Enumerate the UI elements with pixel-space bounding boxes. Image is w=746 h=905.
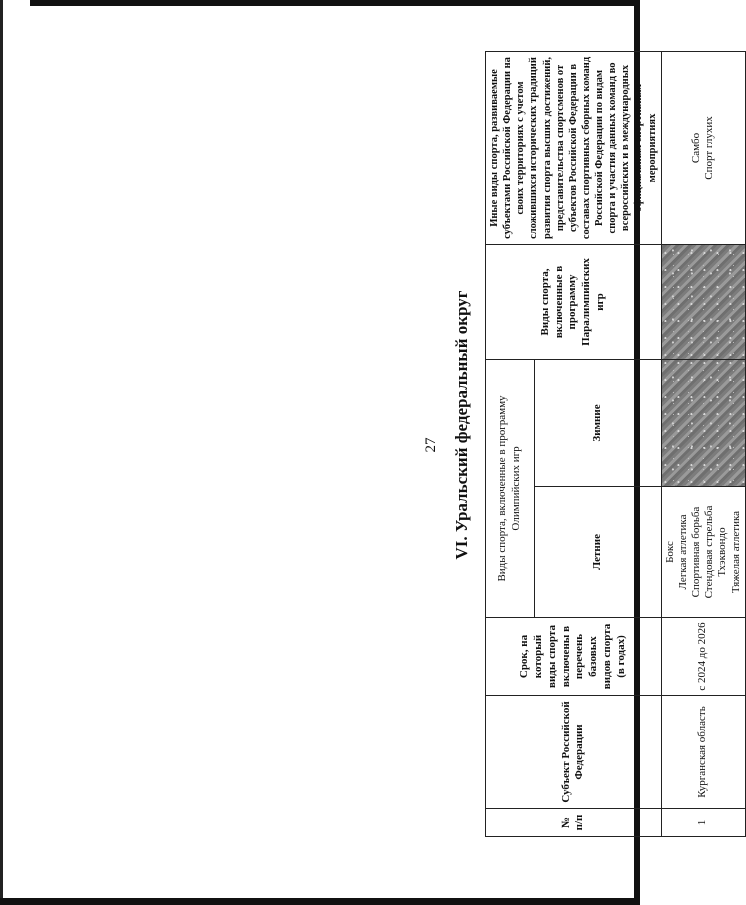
- summer-sport-item: Легкая атлетика: [676, 514, 689, 590]
- summer-sport-item: Тяжелая атлетика: [729, 510, 742, 594]
- cell-num: 1: [661, 809, 745, 837]
- page-number: 27: [423, 437, 439, 453]
- section-title: VI. Уральский федеральный округ: [452, 290, 471, 560]
- summer-sport-item: Спортивная борьба: [690, 506, 702, 598]
- summer-sport-item: Бокс: [663, 541, 676, 563]
- header-other-sports: Иные виды спорта, развиваемые субъектами Российской Федерации на своих территориях с учетом сложившихся исторических традиций развития спорта высших достижений, представительства спортсменов от субъектов Российской Федерации в составах спортивных сборных команд Российской Федерации по видам спорта и участия данных команд во всероссийских и в международных официальных спортивных мероприятиях: [486, 51, 662, 244]
- other-sport-item: Спорт глухих: [703, 116, 716, 180]
- header-num: № п/п: [486, 809, 662, 837]
- sports-table: [485, 51, 746, 837]
- cell-summer-sports: [661, 487, 745, 618]
- header-term: Срок, на который виды спорта включены в перечень базовых видов спорта (в годах): [486, 618, 662, 696]
- header-olympic-group: Виды спорта, включенные в программу Олимпийских игр: [486, 359, 535, 617]
- header-subject: Субъект Российской Федерации: [486, 696, 662, 809]
- header-paralympic: Виды спорта, включенные в программу Паралимпийских игр: [486, 244, 662, 359]
- cell-term: с 2024 до 2026: [661, 618, 745, 696]
- table-row: [661, 51, 745, 836]
- other-sport-item: Самбо: [690, 132, 702, 164]
- cell-paralympic-shaded: [661, 244, 745, 359]
- cell-other-sports: [661, 51, 745, 244]
- summer-sport-item: Стендовая стрельба: [703, 505, 716, 599]
- summer-sport-item: Тхэквондо: [716, 527, 729, 577]
- header-winter: Зимние: [535, 359, 661, 486]
- header-row-top: [486, 51, 535, 836]
- header-summer: Летние: [535, 487, 661, 618]
- cell-winter-shaded: [661, 359, 745, 486]
- cell-subject: Курганская область: [661, 696, 745, 809]
